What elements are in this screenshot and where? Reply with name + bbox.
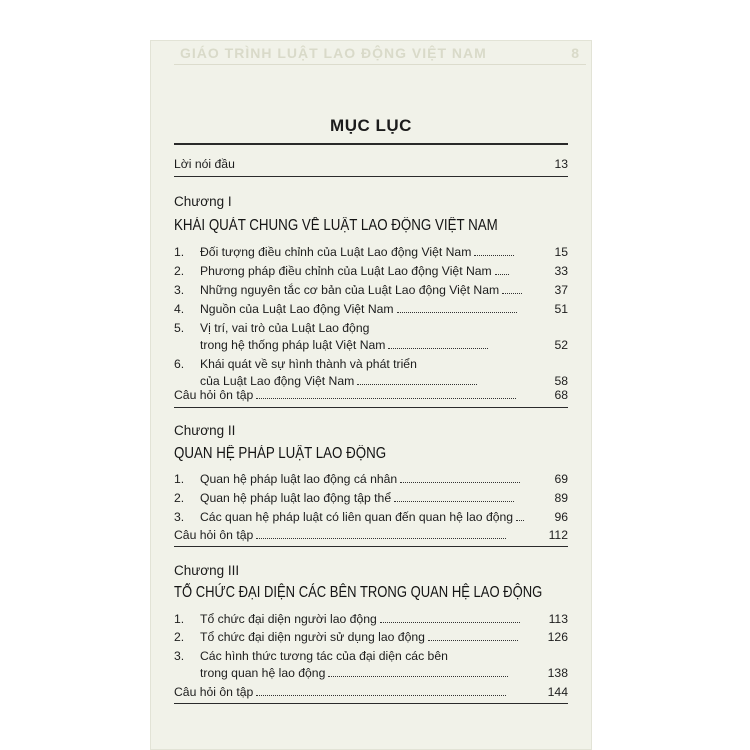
item-page: 113 [548,612,568,626]
dot-leader [394,492,514,502]
review-label: Câu hỏi ôn tập [174,388,254,402]
item-page: 51 [554,302,568,316]
item-page: 69 [554,472,568,486]
dot-leader [516,511,524,521]
item-page: 126 [547,630,568,644]
item-number: 1. [174,612,185,626]
toc-title: MỤC LỤC [330,116,412,135]
book-page [150,40,592,750]
item-number: 3. [174,649,185,663]
review-label: Câu hỏi ôn tập [174,685,254,699]
item-title-continued: của Luật Lao động Việt Nam [200,374,355,388]
dot-leader [400,473,520,483]
dot-leader [428,631,518,641]
item-title-continued: trong hệ thống pháp luật Việt Nam [200,338,386,352]
dot-leader [495,265,509,275]
item-number: 2. [174,491,185,505]
preface-page: 13 [554,157,568,171]
dot-leader [256,686,506,696]
chapter-1-separator [174,407,568,408]
item-title: Đối tượng điều chỉnh của Luật Lao động Việt Nam [200,245,472,259]
chapter-3-title: TỔ CHỨC ĐẠI DIỆN CÁC BÊN TRONG QUAN HỆ LAO ĐỘNG [174,584,543,601]
review-page: 68 [554,388,568,402]
review-page: 144 [547,685,568,699]
chapter-1-label: Chương I [174,194,232,209]
bleed-through-page-number: 8 [571,45,580,61]
item-title: Vị trí, vai trò của Luật Lao động [200,321,370,335]
item-number: 1. [174,245,185,259]
review-label: Câu hỏi ôn tập [174,528,254,542]
dot-leader [328,667,508,677]
item-title: Khái quát về sự hình thành và phát triển [200,357,417,371]
dot-leader [256,529,506,539]
chapter-2-title: QUAN HỆ PHÁP LUẬT LAO ĐỘNG [174,445,387,462]
dot-leader [388,339,488,349]
item-page: 15 [554,245,568,259]
item-page: 37 [554,283,568,297]
item-title: Quan hệ pháp luật lao động cá nhân [200,472,398,486]
dot-leader [502,284,522,294]
item-title: Tổ chức đại diện người sử dụng lao động [200,630,425,644]
item-number: 3. [174,510,185,524]
title-rule [174,143,568,145]
bleed-through-header [180,45,580,61]
dot-leader [397,303,517,313]
item-page: 52 [554,338,568,352]
item-title: Những nguyên tắc cơ bản của Luật Lao động Việt Nam [200,283,500,297]
item-title: Phương pháp điều chỉnh của Luật Lao động Việt Nam [200,264,492,278]
item-page: 138 [547,666,568,680]
item-number: 1. [174,472,185,486]
dot-leader [380,613,520,623]
review-page: 112 [548,528,568,542]
dot-leader [256,389,516,399]
item-number: 3. [174,283,185,297]
bleed-through-header-text: GIÁO TRÌNH LUẬT LAO ĐỘNG VIỆT NAM [180,45,487,61]
item-page: 58 [554,374,568,388]
chapter-3-separator [174,703,568,704]
item-title: Tổ chức đại diện người lao động [200,612,377,626]
toc-item [174,649,568,683]
item-page: 33 [554,264,568,278]
dot-leader [474,246,514,256]
chapter-2-separator [174,546,568,547]
preface-separator [174,176,568,177]
item-number: 2. [174,264,185,278]
item-title: Các quan hệ pháp luật có liên quan đến quan hệ lao động [200,510,514,524]
toc-item [174,357,568,391]
item-number: 2. [174,630,185,644]
item-page: 89 [554,491,568,505]
toc-item [174,321,568,355]
item-number: 5. [174,321,185,335]
preface-label: Lời nói đầu [174,157,235,171]
item-title: Quan hệ pháp luật lao động tập thể [200,491,392,505]
item-title: Các hình thức tương tác của đại diện các bên [200,649,448,663]
bleed-through-rule [174,64,586,65]
item-title-continued: trong quan hệ lao động [200,666,326,680]
item-number: 4. [174,302,185,316]
chapter-3-label: Chương III [174,563,240,578]
chapter-1-title: KHÁI QUÁT CHUNG VỀ LUẬT LAO ĐỘNG VIỆT NAM [174,217,498,234]
dot-leader [357,375,477,385]
item-number: 6. [174,357,185,371]
item-page: 96 [554,510,568,524]
chapter-2-label: Chương II [174,423,236,438]
item-title: Nguồn của Luật Lao động Việt Nam [200,302,394,316]
